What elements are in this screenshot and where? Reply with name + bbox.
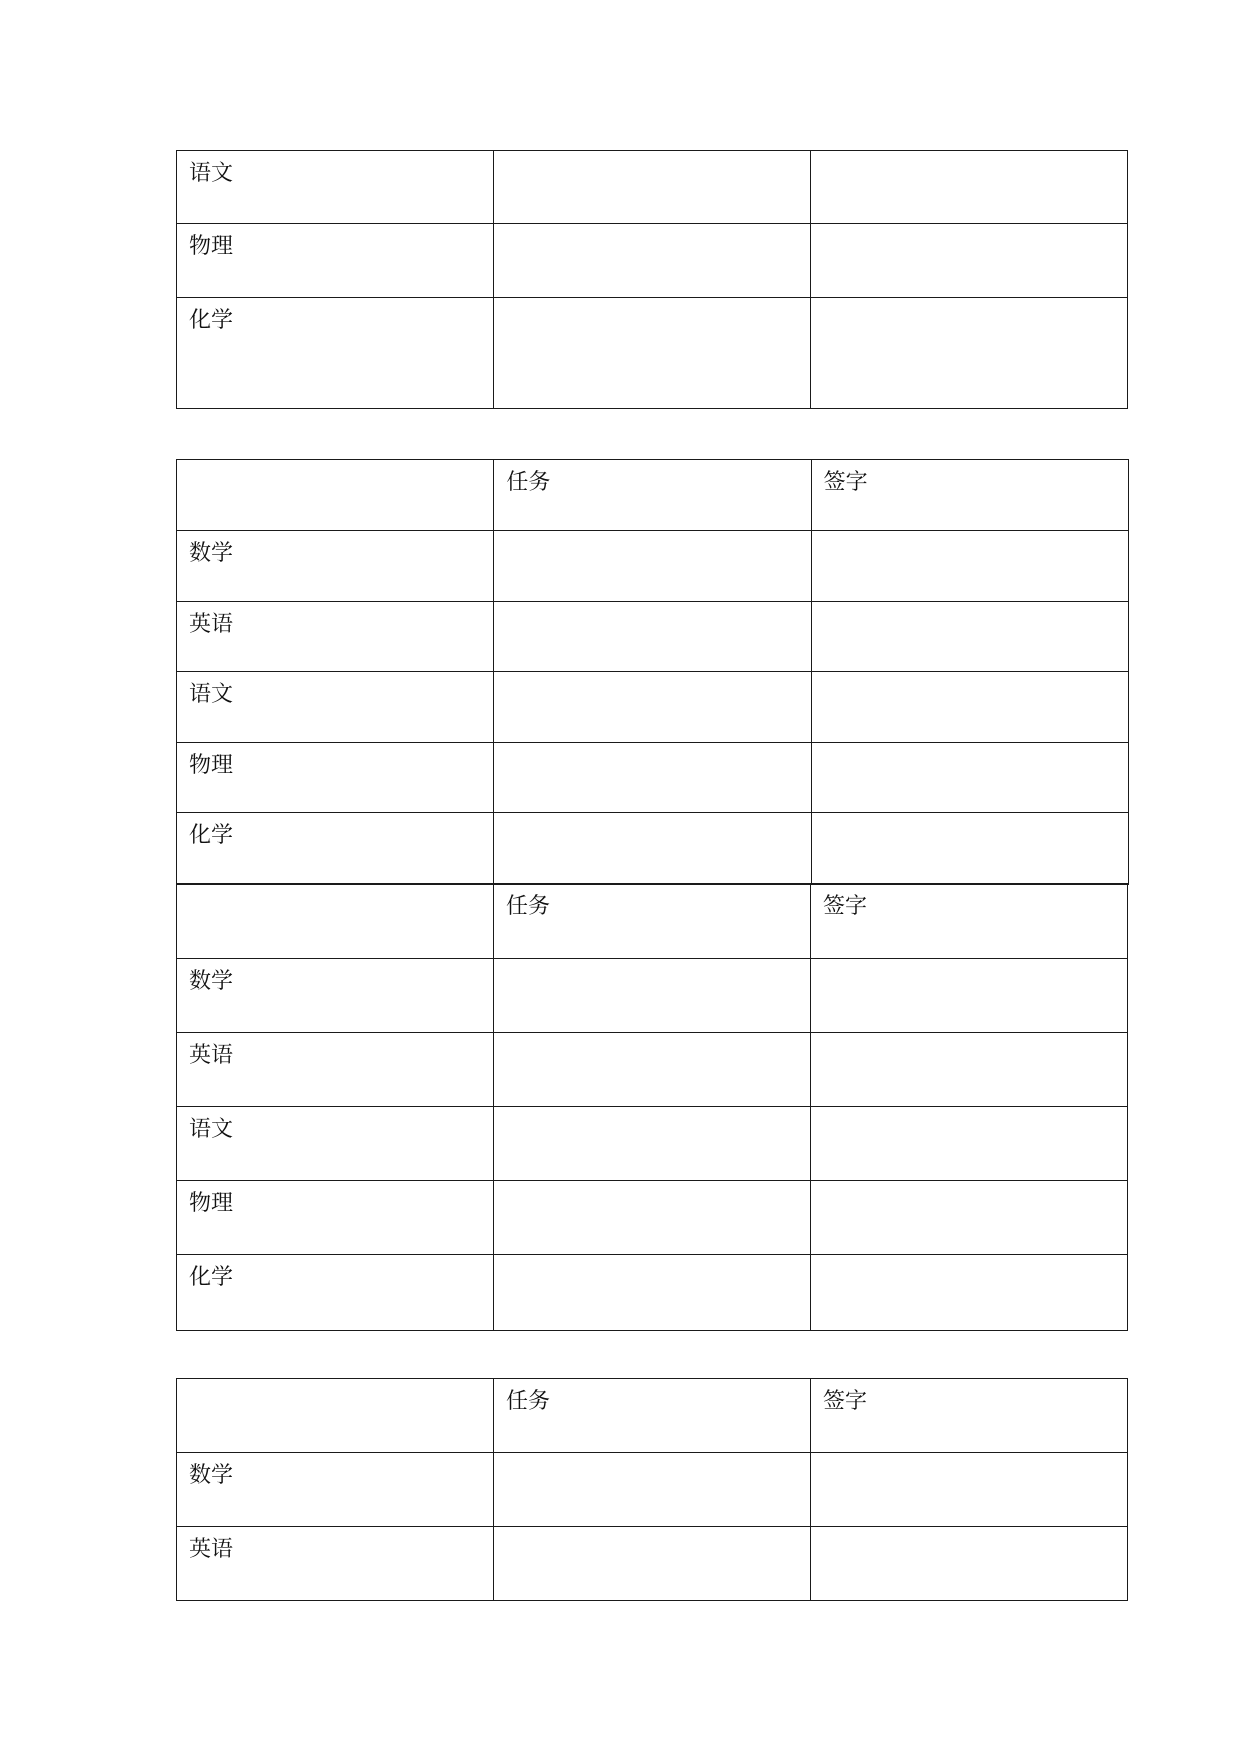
signature-cell[interactable] (811, 1107, 1128, 1181)
header-row (177, 460, 1129, 531)
subject-cell: 数学 (177, 531, 494, 602)
task-header: 任务 (494, 884, 811, 959)
task-cell[interactable] (494, 298, 811, 409)
task-cell[interactable] (494, 1255, 811, 1331)
task-cell[interactable] (494, 1181, 811, 1255)
subject-cell: 数学 (177, 959, 494, 1033)
subject-table-1 (176, 150, 1128, 409)
task-cell[interactable] (494, 959, 811, 1033)
table-row (177, 151, 1128, 224)
corner-cell (177, 1379, 494, 1453)
signature-cell[interactable] (811, 959, 1128, 1033)
subject-cell: 化学 (177, 1255, 494, 1331)
subject-cell: 数学 (177, 1453, 494, 1527)
signature-header: 签字 (811, 884, 1128, 959)
task-cell[interactable] (494, 151, 811, 224)
signature-cell[interactable] (811, 1453, 1128, 1527)
table-row (177, 1527, 1128, 1601)
table-row (177, 743, 1129, 813)
subject-cell: 物理 (177, 743, 494, 813)
header-row (177, 884, 1128, 959)
signature-cell[interactable] (811, 1181, 1128, 1255)
task-header: 任务 (494, 460, 811, 531)
subject-cell: 化学 (177, 298, 494, 409)
header-row (177, 1379, 1128, 1453)
signature-cell[interactable] (811, 151, 1128, 224)
table-row (177, 1255, 1128, 1331)
subject-table-4 (176, 1378, 1128, 1601)
subject-cell: 语文 (177, 1107, 494, 1181)
table-row (177, 1181, 1128, 1255)
subject-cell: 英语 (177, 1527, 494, 1601)
signature-cell[interactable] (811, 1527, 1128, 1601)
subject-cell: 物理 (177, 224, 494, 298)
table-row (177, 813, 1129, 885)
task-header: 任务 (494, 1379, 811, 1453)
signature-header: 签字 (811, 460, 1128, 531)
task-cell[interactable] (494, 1527, 811, 1601)
signature-cell[interactable] (811, 743, 1128, 813)
table-row (177, 672, 1129, 743)
signature-cell[interactable] (811, 531, 1128, 602)
subject-cell: 语文 (177, 672, 494, 743)
table-row (177, 1107, 1128, 1181)
signature-cell[interactable] (811, 672, 1128, 743)
task-cell[interactable] (494, 813, 811, 885)
task-cell[interactable] (494, 1033, 811, 1107)
table-row (177, 602, 1129, 672)
signature-cell[interactable] (811, 298, 1128, 409)
subject-cell: 物理 (177, 1181, 494, 1255)
table-row (177, 298, 1128, 409)
table-row (177, 224, 1128, 298)
table-row (177, 959, 1128, 1033)
subject-cell: 化学 (177, 813, 494, 885)
signature-cell[interactable] (811, 813, 1128, 885)
subject-cell: 英语 (177, 1033, 494, 1107)
signature-header: 签字 (811, 1379, 1128, 1453)
task-cell[interactable] (494, 1107, 811, 1181)
corner-cell (177, 884, 494, 959)
subject-cell: 语文 (177, 151, 494, 224)
task-cell[interactable] (494, 531, 811, 602)
task-cell[interactable] (494, 672, 811, 743)
subject-cell: 英语 (177, 602, 494, 672)
subject-table-3 (176, 883, 1128, 1331)
task-cell[interactable] (494, 743, 811, 813)
table-row (177, 531, 1129, 602)
task-cell[interactable] (494, 1453, 811, 1527)
corner-cell (177, 460, 494, 531)
table-row (177, 1453, 1128, 1527)
signature-cell[interactable] (811, 1033, 1128, 1107)
signature-cell[interactable] (811, 1255, 1128, 1331)
signature-cell[interactable] (811, 602, 1128, 672)
subject-table-2 (176, 459, 1129, 885)
table-row (177, 1033, 1128, 1107)
task-cell[interactable] (494, 224, 811, 298)
signature-cell[interactable] (811, 224, 1128, 298)
task-cell[interactable] (494, 602, 811, 672)
